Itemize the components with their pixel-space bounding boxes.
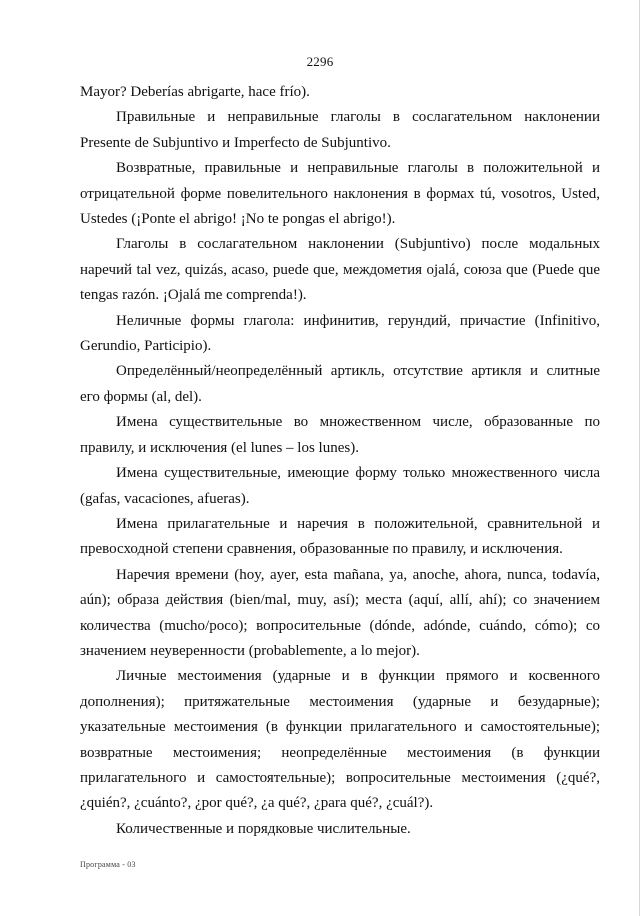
paragraph: Глаголы в сослагательном наклонении (Subjuntivo) после модальных наречий tal vez, quizás, acaso, puede que, междометия ojalá, союза que (Puede que tengas razón. ¡Ojalá me comprenda!). (80, 236, 600, 304)
paragraph: Имена существительные во множественном числе, образованные по правилу, и исключения (el lunes – los lunes). (80, 414, 600, 456)
paragraph: Имена существительные, имеющие форму только множественного числа (gafas, vacaciones, afueras). (80, 465, 600, 507)
document-body (80, 80, 600, 842)
paragraph: Имена прилагательные и наречия в положительной, сравнительной и превосходной степени сравнения, образованные по правилу, и исключения. (80, 515, 600, 558)
paragraph: Неличные формы глагола: инфинитив, герундий, причастие (Infinitivo, Gerundio, Participio). (80, 312, 600, 355)
paragraph: Количественные и порядковые числительные. (116, 820, 411, 837)
paragraph: Правильные и неправильные глаголы в сослагательном наклонении Presente de Subjuntivo и Imperfecto de Subjuntivo. (80, 109, 600, 151)
paragraph: Личные местоимения (ударные и в функции прямого и косвенного дополнения); притяжательные местоимения (ударные и безударные); указательные местоимения (в функции прилагательного и самостоятельные); возвратные местоимения; неопределённые местоимения (в функции прилагательного и самостоятельные); вопросительные местоимения (¿qué?, ¿quién?, ¿cuánto?, ¿por qué?, ¿a qué?, ¿para qué?, ¿cuál?). (80, 668, 600, 812)
page-footer: Программа - 03 (80, 860, 136, 869)
paragraph: Наречия времени (hoy, ayer, esta mañana, ya, anoche, ahora, nunca, todavía, aún); образа действия (bien/mal, muy, así); места (aquí, allí, ahí); со значением количества (mucho/poco); вопросительные (dónde, adónde, cuándo, cómo); со значением неуверенности (probablemente, a lo mejor). (80, 566, 600, 659)
paragraph-continuation: Mayor? Deberías abrigarte, hace frío). (80, 84, 310, 100)
page-number: 2296 (306, 54, 334, 69)
paragraph: Определённый/неопределённый артикль, отсутствие артикля и слитные его формы (al, del). (80, 363, 600, 405)
paragraph: Возвратные, правильные и неправильные глаголы в положительной и отрицательной форме повелительного наклонения в формах tú, vosotros, Usted, Ustedes (¡Ponte el abrigo! ¡No te pongas el abrigo!). (80, 160, 600, 228)
